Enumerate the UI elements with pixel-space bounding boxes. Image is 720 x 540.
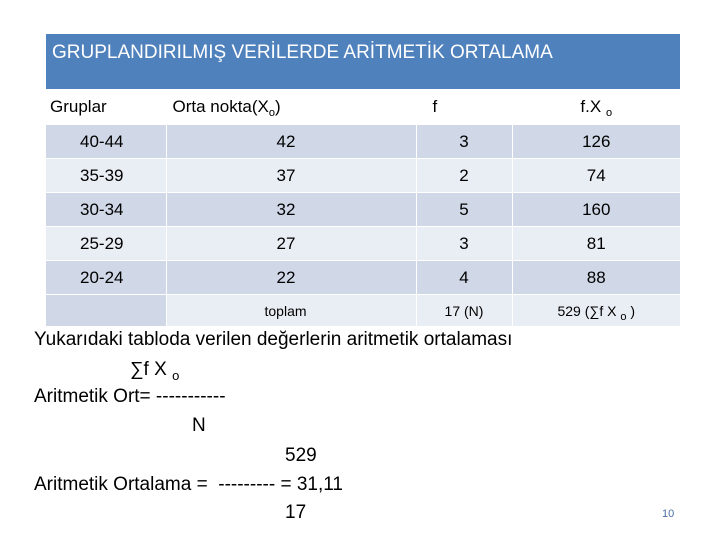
table-row xyxy=(46,261,680,295)
result-denominator: 17 xyxy=(285,502,307,523)
cell-f-times-x: 74 xyxy=(512,159,680,193)
table-row xyxy=(46,227,680,261)
cell-group: 40-44 xyxy=(46,124,166,159)
table-total-row xyxy=(46,295,680,327)
grouped-data-table xyxy=(46,89,680,327)
header-f-times-x: f.X $_o$ xyxy=(512,90,680,125)
result-numerator: 529 xyxy=(285,445,317,466)
explanation-line: Yukarıdaki tabloda verilen değerlerin aritmetik ortalaması xyxy=(34,329,513,350)
slide-title-text: GRUPLANDIRILMIŞ VERİLERDE ARİTMETİK ORTALAMA xyxy=(52,42,553,63)
page-number: 10 xyxy=(662,508,675,520)
table-header-row xyxy=(46,90,680,125)
cell-frequency: 3 xyxy=(416,124,512,159)
header-midpoint: Orta $nokta(X_o)$ xyxy=(166,90,416,125)
table-row xyxy=(46,124,680,159)
cell-midpoint: 37 xyxy=(166,159,416,193)
cell-midpoint: 32 xyxy=(166,193,416,227)
cell-midpoint: 22 xyxy=(166,261,416,295)
cell-frequency: 2 xyxy=(416,159,512,193)
formula-line: Aritmetik Ort= ----------- xyxy=(34,386,226,407)
cell-group: 35-39 xyxy=(46,159,166,193)
result-line: Aritmetik Ortalama = --------- = 31,11 xyxy=(34,474,343,495)
cell-group: 30-34 xyxy=(46,193,166,227)
cell-f-times-x: 126 xyxy=(512,124,680,159)
formula-numerator: ∑f X $_o$ xyxy=(130,359,180,383)
cell-f-times-x: 160 xyxy=(512,193,680,227)
cell-total-frequency: 17 (N) xyxy=(416,295,512,327)
cell-total-blank xyxy=(46,295,166,327)
header-frequency: f xyxy=(416,90,512,125)
cell-frequency: 4 xyxy=(416,261,512,295)
cell-group: 20-24 xyxy=(46,261,166,295)
cell-frequency: 3 xyxy=(416,227,512,261)
formula-denominator: N xyxy=(192,415,206,436)
cell-group: 25-29 xyxy=(46,227,166,261)
cell-midpoint: 27 xyxy=(166,227,416,261)
cell-f-times-x: 88 xyxy=(512,261,680,295)
cell-midpoint: 42 xyxy=(166,124,416,159)
cell-frequency: 5 xyxy=(416,193,512,227)
cell-f-times-x: 81 xyxy=(512,227,680,261)
header-groups: Gruplar xyxy=(46,90,166,125)
cell-total-label: toplam xyxy=(166,295,416,327)
slide-title xyxy=(46,34,680,89)
table-row xyxy=(46,193,680,227)
cell-total-f-times-x: 529 (∑f X $_o$ ) xyxy=(512,295,680,327)
table-row xyxy=(46,159,680,193)
